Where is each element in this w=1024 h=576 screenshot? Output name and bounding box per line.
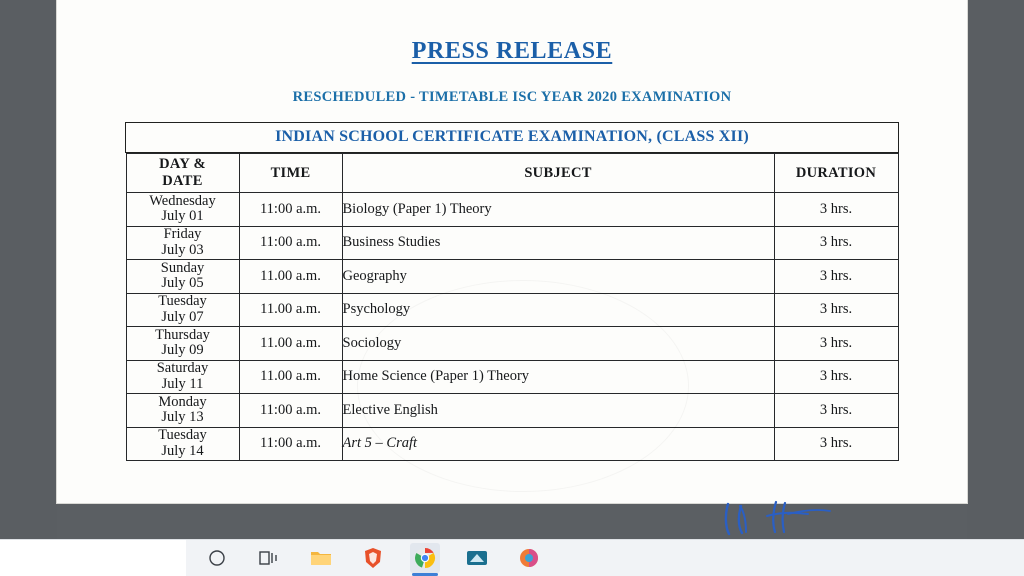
cell-duration: 3 hrs. [774, 360, 898, 394]
cell-subject: Elective English [342, 394, 774, 428]
document-page [57, 0, 967, 503]
cell-duration: 3 hrs. [774, 293, 898, 327]
taskbar-left-area [0, 540, 186, 576]
chrome-browser-icon[interactable] [410, 543, 440, 573]
column-header-day-date [126, 154, 239, 193]
cell-subject: Geography [342, 260, 774, 294]
cell-date: July 09 [161, 342, 204, 359]
cell-date: July 01 [161, 208, 204, 225]
cell-duration: 3 hrs. [774, 394, 898, 428]
cell-duration: 3 hrs. [774, 193, 898, 227]
column-header-duration: DURATION [774, 154, 898, 193]
teal-app-icon[interactable] [462, 543, 492, 573]
taskbar-items [186, 540, 544, 576]
table-row [126, 360, 898, 394]
table-row [126, 260, 898, 294]
cell-day: Tuesday [158, 293, 207, 310]
cell-time: 11.00 a.m. [239, 360, 342, 394]
column-header-time: TIME [239, 154, 342, 193]
cell-time: 11.00 a.m. [239, 327, 342, 361]
colored-app-icon[interactable] [514, 543, 544, 573]
cell-time: 11:00 a.m. [239, 193, 342, 227]
table-row [126, 193, 898, 227]
handwritten-signature [722, 500, 862, 542]
taskbar [0, 539, 1024, 576]
brave-browser-icon[interactable] [358, 543, 388, 573]
cell-date: July 13 [161, 409, 204, 426]
table-header-row [126, 154, 898, 193]
cell-subject: Psychology [342, 293, 774, 327]
cell-day: Friday [163, 226, 202, 243]
cell-day: Thursday [155, 326, 210, 343]
cell-subject: Sociology [342, 327, 774, 361]
cell-date: July 14 [161, 442, 204, 459]
cell-subject: Business Studies [342, 226, 774, 260]
exam-banner: INDIAN SCHOOL CERTIFICATE EXAMINATION, (CLASS XII) [125, 122, 899, 153]
viewer-left-gutter [0, 0, 57, 540]
page-title: PRESS RELEASE [411, 38, 613, 64]
cell-date: July 11 [161, 375, 204, 392]
cell-day: Saturday [156, 360, 209, 377]
table-row [126, 427, 898, 461]
column-header-day-line1: DAY & [159, 156, 206, 172]
cell-time: 11:00 a.m. [239, 394, 342, 428]
cell-time: 11.00 a.m. [239, 260, 342, 294]
cell-time: 11:00 a.m. [239, 427, 342, 461]
table-row [126, 394, 898, 428]
cell-subject: Biology (Paper 1) Theory [342, 193, 774, 227]
cell-time: 11:00 a.m. [239, 226, 342, 260]
column-header-day-line2: DATE [162, 173, 203, 189]
cell-duration: 3 hrs. [774, 327, 898, 361]
cell-day-date [126, 226, 239, 260]
timetable [126, 153, 899, 461]
cell-subject: Art 5 – Craft [342, 427, 774, 461]
page-subtitle: RESCHEDULED - TIMETABLE ISC YEAR 2020 EXAMINATION [292, 89, 732, 105]
cell-day-date [126, 327, 239, 361]
cell-day: Monday [158, 393, 207, 410]
column-header-subject: SUBJECT [342, 154, 774, 193]
cortana-circle-icon[interactable] [202, 543, 232, 573]
cell-day-date [126, 260, 239, 294]
cell-day: Tuesday [158, 427, 207, 444]
cell-duration: 3 hrs. [774, 260, 898, 294]
cell-duration: 3 hrs. [774, 226, 898, 260]
cell-date: July 03 [161, 241, 204, 258]
cell-day: Wednesday [149, 192, 216, 209]
cell-duration: 3 hrs. [774, 427, 898, 461]
cell-day-date [126, 293, 239, 327]
cell-day-date [126, 427, 239, 461]
cell-day-date [126, 360, 239, 394]
table-row [126, 293, 898, 327]
viewer-right-gutter [967, 0, 1024, 540]
cell-subject: Home Science (Paper 1) Theory [342, 360, 774, 394]
cell-date: July 05 [161, 275, 204, 292]
cell-day: Sunday [160, 259, 205, 276]
task-view-icon[interactable] [254, 543, 284, 573]
cell-date: July 07 [161, 308, 204, 325]
cell-day-date [126, 394, 239, 428]
table-row [126, 226, 898, 260]
table-row [126, 327, 898, 361]
cell-day-date [126, 193, 239, 227]
cell-time: 11.00 a.m. [239, 293, 342, 327]
file-explorer-icon[interactable] [306, 543, 336, 573]
